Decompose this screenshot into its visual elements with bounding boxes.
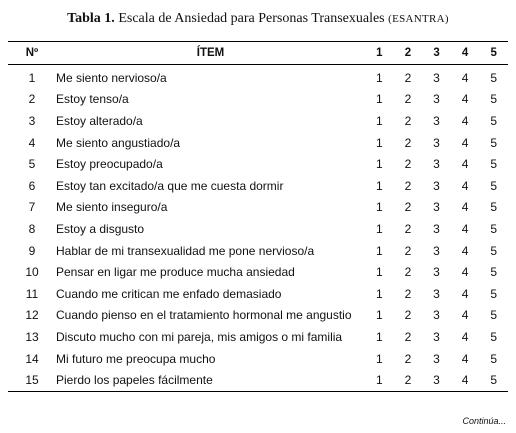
scale-option-1: 1 xyxy=(375,92,383,107)
scale-option-2: 2 xyxy=(404,113,412,128)
scale-option-5: 5 xyxy=(490,92,498,107)
scale-option-5: 5 xyxy=(490,200,498,215)
scale-option-5: 5 xyxy=(490,286,498,301)
scale-option-1: 1 xyxy=(375,200,383,215)
table-row xyxy=(8,348,508,370)
scale-option-5: 5 xyxy=(490,221,498,236)
item-text: Hablar de mi transexualidad me pone nervioso/a xyxy=(56,243,315,258)
table-row xyxy=(8,110,508,132)
item-text: Pensar en ligar me produce mucha ansiedad xyxy=(56,265,295,280)
scale-option-2: 2 xyxy=(404,308,412,323)
header-scale-5: 5 xyxy=(490,47,497,59)
item-text: Estoy tenso/a xyxy=(56,92,129,107)
item-number: 10 xyxy=(25,265,39,280)
item-text: Pierdo los papeles fácilmente xyxy=(56,373,213,388)
scale-option-5: 5 xyxy=(490,135,498,150)
scale-option-1: 1 xyxy=(375,373,383,388)
table-row xyxy=(8,132,508,154)
scale-option-2: 2 xyxy=(404,92,412,107)
table-row xyxy=(8,89,508,111)
scale-option-1: 1 xyxy=(375,243,383,258)
scale-option-3: 3 xyxy=(433,157,440,172)
scale-option-1: 1 xyxy=(375,286,383,301)
scale-option-3: 3 xyxy=(433,200,440,215)
scale-option-3: 3 xyxy=(433,135,440,150)
scale-option-1: 1 xyxy=(375,113,383,128)
item-number: 14 xyxy=(25,351,39,366)
scale-option-1: 1 xyxy=(375,308,383,323)
item-number: 2 xyxy=(28,92,36,107)
item-number: 8 xyxy=(28,221,36,236)
scale-option-2: 2 xyxy=(404,243,412,258)
caption-label: Tabla 1. xyxy=(67,11,115,26)
caption-acronym: (ESANTRA) xyxy=(388,13,449,25)
scale-option-2: 2 xyxy=(404,157,412,172)
scale-option-2: 2 xyxy=(404,373,412,388)
item-text: Estoy preocupado/a xyxy=(56,157,163,172)
scale-option-5: 5 xyxy=(490,373,498,388)
table-header-row xyxy=(8,42,508,65)
scale-option-1: 1 xyxy=(375,157,383,172)
scale-option-3: 3 xyxy=(433,265,440,280)
header-item: ÍTEM xyxy=(196,47,225,59)
caption-text: Escala de Ansiedad para Personas Transexuales xyxy=(118,11,385,26)
scale-option-4: 4 xyxy=(461,329,469,344)
table-row xyxy=(8,240,508,262)
header-scale-3: 3 xyxy=(433,47,440,59)
scale-option-2: 2 xyxy=(404,200,412,215)
scale-option-5: 5 xyxy=(490,157,498,172)
item-number: 12 xyxy=(25,308,39,323)
item-text: Discuto mucho con mi pareja, mis amigos o mi familia xyxy=(56,329,343,344)
scale-option-4: 4 xyxy=(461,157,469,172)
scale-option-3: 3 xyxy=(433,221,440,236)
scale-option-5: 5 xyxy=(490,70,498,85)
esantra-table xyxy=(8,41,508,392)
scale-option-4: 4 xyxy=(461,178,469,193)
scale-option-5: 5 xyxy=(490,113,498,128)
item-text: Estoy tan excitado/a que me cuesta dormir xyxy=(56,178,284,193)
scale-option-1: 1 xyxy=(375,351,383,366)
scale-option-2: 2 xyxy=(404,135,412,150)
scale-option-5: 5 xyxy=(490,243,498,258)
item-number: 5 xyxy=(28,157,36,172)
header-scale-2: 2 xyxy=(404,47,412,59)
item-number: 11 xyxy=(25,286,39,301)
scale-option-2: 2 xyxy=(404,265,412,280)
item-number: 6 xyxy=(28,178,36,193)
table-row xyxy=(8,261,508,283)
scale-option-5: 5 xyxy=(490,329,498,344)
scale-option-3: 3 xyxy=(433,286,440,301)
scale-option-1: 1 xyxy=(375,70,383,85)
item-number: 7 xyxy=(28,200,36,215)
scale-option-4: 4 xyxy=(461,135,469,150)
scale-option-1: 1 xyxy=(375,178,383,193)
scale-option-1: 1 xyxy=(375,329,383,344)
item-text: Me siento inseguro/a xyxy=(56,200,168,215)
scale-option-3: 3 xyxy=(433,243,440,258)
scale-option-2: 2 xyxy=(404,329,412,344)
scale-option-2: 2 xyxy=(404,70,412,85)
table-row xyxy=(8,65,508,89)
scale-option-4: 4 xyxy=(461,243,469,258)
item-text: Estoy alterado/a xyxy=(56,113,143,128)
scale-option-5: 5 xyxy=(490,308,498,323)
item-text: Me siento angustiado/a xyxy=(56,135,181,150)
item-text: Me siento nervioso/a xyxy=(56,70,167,85)
table-row xyxy=(8,326,508,348)
header-number: Nº xyxy=(25,47,39,59)
header-scale-1: 1 xyxy=(376,47,383,59)
scale-option-3: 3 xyxy=(433,308,440,323)
header-scale-4: 4 xyxy=(461,47,469,59)
table-row xyxy=(8,197,508,219)
scale-option-5: 5 xyxy=(490,178,498,193)
table-row xyxy=(8,283,508,305)
item-text: Estoy a disgusto xyxy=(56,221,145,236)
scale-option-4: 4 xyxy=(461,221,469,236)
scale-option-4: 4 xyxy=(461,308,469,323)
scale-option-2: 2 xyxy=(404,351,412,366)
scale-option-1: 1 xyxy=(375,135,383,150)
scale-option-4: 4 xyxy=(461,265,469,280)
scale-option-2: 2 xyxy=(404,286,412,301)
scale-option-3: 3 xyxy=(433,70,440,85)
scale-option-4: 4 xyxy=(461,286,469,301)
table-body xyxy=(8,65,508,392)
scale-option-2: 2 xyxy=(404,178,412,193)
scale-option-4: 4 xyxy=(461,200,469,215)
table-row xyxy=(8,218,508,240)
continues-note: Continúa... xyxy=(462,416,506,426)
item-text: Cuando me critican me enfado demasiado xyxy=(56,286,282,301)
item-number: 1 xyxy=(28,70,36,85)
table-caption xyxy=(0,11,516,27)
scale-option-2: 2 xyxy=(404,221,412,236)
item-text: Cuando pienso en el tratamiento hormonal me angustio xyxy=(56,308,352,323)
scale-option-4: 4 xyxy=(461,92,469,107)
item-number: 15 xyxy=(25,373,39,388)
table-row xyxy=(8,305,508,327)
scale-option-5: 5 xyxy=(490,351,498,366)
scale-option-3: 3 xyxy=(433,373,440,388)
scale-option-3: 3 xyxy=(433,113,440,128)
scale-option-3: 3 xyxy=(433,92,440,107)
scale-option-4: 4 xyxy=(461,351,469,366)
table-row xyxy=(8,175,508,197)
item-number: 3 xyxy=(28,113,36,128)
scale-option-3: 3 xyxy=(433,329,440,344)
item-text: Mi futuro me preocupa mucho xyxy=(56,351,216,366)
scale-option-1: 1 xyxy=(375,221,383,236)
item-number: 13 xyxy=(25,329,39,344)
scale-option-4: 4 xyxy=(461,70,469,85)
scale-option-5: 5 xyxy=(490,265,498,280)
scale-option-3: 3 xyxy=(433,178,440,193)
table-row xyxy=(8,153,508,175)
scale-option-4: 4 xyxy=(461,373,469,388)
table-row xyxy=(8,369,508,391)
scale-option-1: 1 xyxy=(375,265,383,280)
scale-option-3: 3 xyxy=(433,351,440,366)
scale-option-4: 4 xyxy=(461,113,469,128)
item-number: 9 xyxy=(28,243,36,258)
item-number: 4 xyxy=(28,135,36,150)
